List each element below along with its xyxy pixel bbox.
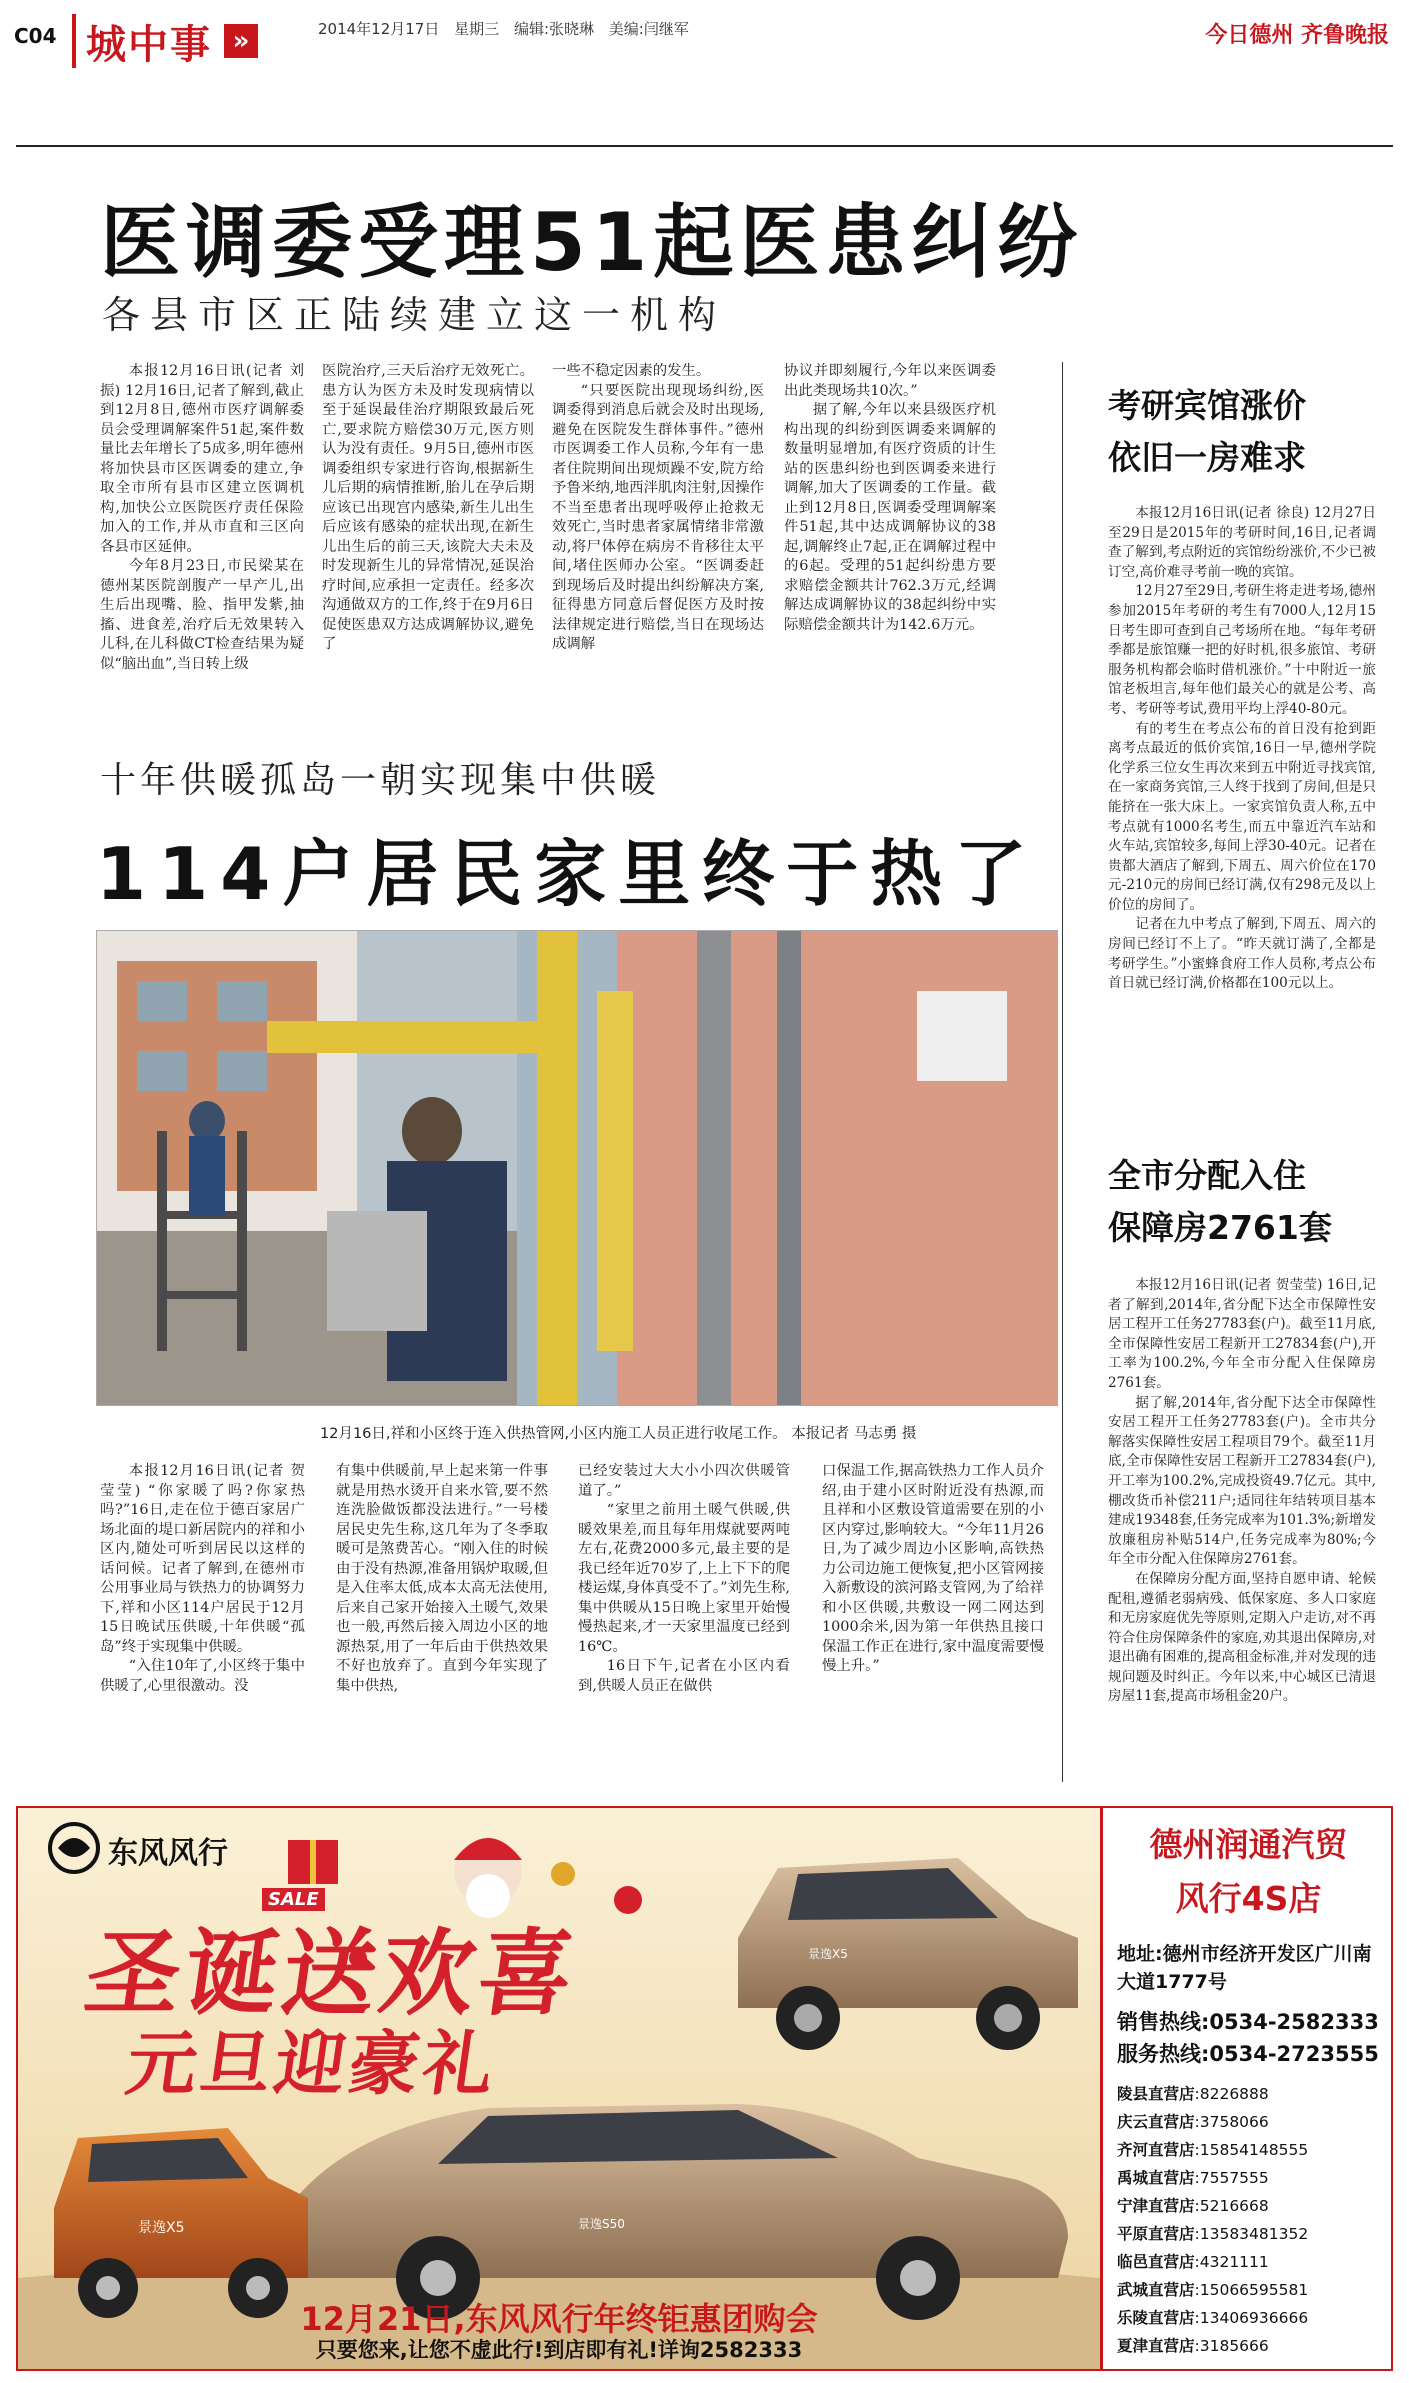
dealer-name bbox=[1103, 1818, 1393, 1926]
heating-column-3 bbox=[578, 1462, 790, 1792]
section-header bbox=[72, 14, 292, 68]
ornament-icon bbox=[551, 1862, 575, 1886]
store-row: 齐河直营店:15854148555 bbox=[1117, 2141, 1309, 2159]
header-divider bbox=[16, 145, 1393, 147]
car-badge-suv: 景逸X5 bbox=[808, 1947, 848, 1961]
heating-column-2 bbox=[336, 1462, 548, 1792]
paragraph: 记者在九中考点了解到,下周五、周六的房间已经订不上了。“昨天就订满了,全都是考研学生。”小蜜蜂食府工作人员称,考点公布首日就已经订满,价格都在100元以上。 bbox=[1108, 916, 1376, 992]
issue-date: 2014年12月17日 bbox=[318, 20, 440, 38]
section-title: 城中事 bbox=[86, 21, 212, 68]
heating-headline: 114户居民家里终于热了 bbox=[96, 832, 1039, 916]
editor-credit: 编辑:张晓琳 bbox=[513, 20, 594, 38]
dateline bbox=[318, 18, 689, 39]
headline-line: 依旧一房难求 bbox=[1108, 438, 1306, 477]
photo-caption: 12月16日,祥和小区终于连入供热管网,小区内施工人员正进行收尾工作。 本报记者 马志勇 摄 bbox=[320, 1426, 917, 1442]
paragraph: 本报12月16日讯(记者 徐良) 12月27日至29日是2015年的考研时间,16日,记者调查了解到,考点附近的宾馆纷纷涨价,不少已被订空,高价难寻考前一晚的宾馆。 bbox=[1108, 505, 1376, 580]
ad-contact-panel bbox=[1100, 1808, 1391, 2369]
main-headline: 医调委受理51起医患纠纷 bbox=[100, 196, 1084, 289]
ad-tagline: 只要您来,让您不虚此行!到店即有礼!详询2582333 bbox=[315, 2338, 803, 2362]
dealer-address: 地址:德州市经济开发区广川南大道1777号 bbox=[1117, 1943, 1372, 1993]
paragraph: 12月27至29日,考研生将走进考场,德州参加2015年考研的考生有7000人,12月15日考生即可查到自己考场所在地。“每年考研季都是旅馆赚一把的好时机,很多旅馆、考研服务机构都会临时借机涨价。”十中附近一旅馆老板坦言,每年他们最关心的就是公考、高考、考研等考试,费用平均上浮40-80元。 bbox=[1108, 583, 1376, 717]
paragraph: “入住10年了,小区终于集中供暖了,心里很激动。没 bbox=[100, 1658, 305, 1694]
sidebar-headline-2 bbox=[1108, 1150, 1332, 1254]
store-row: 夏津直营店:3185666 bbox=[1117, 2337, 1269, 2355]
ad-event-line: 12月21日,东风风行年终钜惠团购会 bbox=[300, 2300, 818, 2338]
main-column-2 bbox=[322, 362, 534, 712]
heating-kicker: 十年供暖孤岛一朝实现集中供暖 bbox=[100, 760, 661, 801]
heating-column-4 bbox=[822, 1462, 1044, 1792]
dealer-name-line: 德州润通汽贸 bbox=[1149, 1825, 1348, 1864]
car-badge-small: 景逸X5 bbox=[138, 2220, 185, 2236]
sidebar-article-1 bbox=[1108, 504, 1376, 1144]
paragraph: 在保障房分配方面,坚持自愿申请、轮候配租,遵循老弱病残、低保家庭、多人口家庭和无房家庭优先等原则,定期入户走访,对不再符合住房保障条件的家庭,劝其退出保障房,对退出确有困难的,提高租金标准,并对发现的违规问题及时纠正。今年以来,中心城区已清退房屋11套,提高市场租金20户。 bbox=[1108, 1570, 1376, 1705]
news-photo bbox=[96, 930, 1058, 1406]
main-column-3 bbox=[552, 362, 764, 712]
brand-name: 东风风行 bbox=[108, 1836, 228, 1871]
paragraph: 有的考生在考点公布的首日没有抢到距离考点最近的低价宾馆,16日一早,德州学院化学系三位女生再次来到五中附近寻找宾馆,在一家商务宾馆,三人终于找到了房间,但是只能挤在一张大床上。一家宾馆负责人称,五中考点就有1000名考生,而五中靠近汽车站和火车站,宾馆较多,每间上浮30-40元。记者在贵都大酒店了解到,下周五、周六价位在170元-210元的房间已经订满,仅有298元及以上价位的房间了。 bbox=[1108, 720, 1376, 913]
paragraph: “只要医院出现现场纠纷,医调委得到消息后就会及时出现场,避免在医院发生群体事件。”德州市医调委工作人员称,今年有一患者住院期间出现烦躁不安,院方给予鲁米纳,地西泮肌肉注射,因操作不当至患者出现呼吸停止抢救无效死亡,当时患者家属情绪非常激动,将尸体停在病房不肯移往太平间,堵住医师办公室。“医调委赶到现场后及时提出纠纷解决方案,征得患方同意后督促医方及时按法律规定进行赔偿,当日在现场达成调解 bbox=[552, 382, 764, 652]
paragraph: 协议并即刻履行,今年以来医调委出此类现场共10次。” bbox=[784, 363, 996, 399]
car-advertisement bbox=[16, 1806, 1393, 2371]
paragraph: 一些不稳定因素的发生。 bbox=[552, 363, 711, 379]
paragraph: 有集中供暖前,早上起来第一件事就是用热水烫开自来水管,要不然连洗脸做饭都没法进行。”一号楼居民史先生称,这几年为了冬季取暖可是煞费苦心。“刚入住的时候由于没有热源,准备用锅炉取暖,但是入住率太低,成本太高无法使用,后来自己家开始接入土暖气,效果也一般,再然后接入周边小区的地源热泵,用了一年后由于供热效果不好也放弃了。直到今年实现了集中供热, bbox=[336, 1463, 548, 1694]
store-row: 临邑直营店:4321111 bbox=[1117, 2253, 1269, 2271]
store-row: 平原直营店:13583481352 bbox=[1117, 2225, 1309, 2243]
store-row: 禹城直营店:7557555 bbox=[1117, 2169, 1269, 2187]
paragraph: 本报12月16日讯(记者 贺莹莹) “你家暖了吗?你家热吗?”16日,走在位于德百家居广场北面的堤口新居院内的祥和小区内,随处可听到居民以这样的话问候。记者了解到,在德州市公用事业局与铁热力的协调努力下,祥和小区114户居民于12月15日晚试压供暖,十年供暖“孤岛”终于实现集中供暖。 bbox=[100, 1463, 305, 1655]
newspaper-masthead: 今日德州 齐鲁晚报 bbox=[1205, 22, 1389, 48]
paragraph: 医院治疗,三天后治疗无效死亡。患方认为医方未及时发现病情以至于延误最佳治疗期限致最后死亡,要求院方赔偿30万元,医方则认为没有责任。9月5日,德州市医调委组织专家进行咨询,根据新生儿后期的病情推断,胎儿在孕后期应该已出现宫内感染,新生儿出生后应该有感染的症状出现,在新生儿出生后的前三天,该院大夫未及时发现新生儿的异常情况,延误治疗时间,应承担一定责任。经多次沟通做双方的工作,终于在9月6日促使医患双方达成调解协议,避免了 bbox=[322, 363, 534, 652]
double-chevron-icon: » bbox=[224, 24, 258, 58]
heating-column-1 bbox=[100, 1462, 305, 1792]
paragraph: 16日下午,记者在小区内看到,供暖人员正在做供 bbox=[578, 1658, 790, 1694]
sale-tag: SALE bbox=[262, 1888, 325, 1911]
paragraph: “家里之前用土暖气供暖,供暖效果差,而且每年用煤就要两吨左右,花费2000多元,最主要的是我已经年近70岁了,上上下下的爬楼运煤,身体真受不了。”刘先生称,集中供暖从15日晚上家里开始慢慢热起来,才一天家里温度已经到16℃。 bbox=[578, 1502, 790, 1655]
paragraph: 据了解,2014年,省分配下达全市保障性安居工程开工任务27783套(户)。全市共分解落实保障性安居工程项目79个。截至11月底,全市保障性安居工程新开工27834套(户),开工率为100.2%,完成投资49.7亿元。其中,棚改货币补偿211户;适同往年结转项目基本建成19348套,任务完成率为101.3%;新增发放廉租房补贴514户,任务完成率为80%;今年全市分配入住保障房2761套。 bbox=[1108, 1394, 1376, 1568]
main-subhead: 各县市区正陆续建立这一机构 bbox=[102, 293, 727, 337]
dealer-name-line: 风行4S店 bbox=[1175, 1879, 1322, 1918]
car-badge-sedan: 景逸S50 bbox=[578, 2217, 625, 2231]
paragraph: 本报12月16日讯(记者 贺莹莹) 16日,记者了解到,2014年,省分配下达全市保障性安居工程开工任务27783套(户)。截至11月底,全市保障性安居工程新开工27834套(户),开工率为100.2%,今年全市分配入住保障房2761套。 bbox=[1108, 1277, 1376, 1391]
ad-slogan-2: 元旦迎豪礼 bbox=[121, 2023, 503, 2105]
headline-line: 保障房2761套 bbox=[1108, 1208, 1332, 1247]
store-row: 武城直营店:15066595581 bbox=[1117, 2281, 1309, 2299]
issue-weekday: 星期三 bbox=[454, 20, 500, 38]
main-column-1 bbox=[100, 362, 304, 712]
store-row: 庆云直营店:3758066 bbox=[1117, 2113, 1269, 2131]
paragraph: 本报12月16日讯(记者 刘振) 12月16日,记者了解到,截止到12月8日,德州市医疗调解委员会受理调解案件51起,案件数量比去年增长了5成多,明年德州将加快县市区医调委的建立,争取全市所有县市区建立医调机构,加快公立医院医疗责任保险加入的工作,并从市直和三区向各县市区延伸。 bbox=[100, 363, 304, 555]
designer-credit: 美编:闫继军 bbox=[608, 20, 689, 38]
paragraph: 今年8月23日,市民梁某在德州某医院剖腹产一早产儿,出生后出现嘴、脸、指甲发紫,抽搐、进食差,治疗后无效果转入儿科,在儿科做CT检查结果为疑似“脑出血”,当日转上级 bbox=[100, 558, 304, 672]
paragraph: 据了解,今年以来县级医疗机构出现的纠纷到医调委来调解的数量明显增加,有医疗资质的计生站的医患纠纷也到医调委来进行调解,加大了医调委的工作量。截止到12月8日,医调委受理调解案件51起,其中达成调解协议的38起,调解终止7起,正在调解过程中的6起。受理的51起纠纷患方要求赔偿金额共计762.3万元,经调解达成调解协议的38起纠纷中实际赔偿金额共计为142.6万元。 bbox=[784, 402, 996, 633]
sidebar-headline-1 bbox=[1108, 380, 1306, 484]
page-number: C04 bbox=[14, 24, 57, 48]
sales-hotline: 销售热线:0534-2582333 bbox=[1117, 2010, 1379, 2034]
headline-line: 全市分配入住 bbox=[1108, 1156, 1306, 1195]
store-row: 陵县直营店:8226888 bbox=[1117, 2085, 1269, 2103]
store-row: 乐陵直营店:13406936666 bbox=[1117, 2309, 1309, 2327]
ad-slogan-1: 圣诞送欢喜 bbox=[79, 1920, 585, 2029]
ornament-icon bbox=[614, 1886, 642, 1914]
headline-line: 考研宾馆涨价 bbox=[1108, 386, 1306, 425]
paragraph: 口保温工作,据高铁热力工作人员介绍,由于建小区时附近没有热源,而且祥和小区敷设管道需要在别的小区内穿过,影响较大。“今年11月26日,为了减少周边小区影响,高铁热力公司边施工便恢复,把小区管网接入新敷设的滨河路支管网,为了给祥和小区供暖,共敷设一网二网达到1000余米,因为第一年供热且接口保温工作正在进行,家中温度需要慢慢上升。” bbox=[822, 1463, 1044, 1674]
store-row: 宁津直营店:5216668 bbox=[1117, 2197, 1269, 2215]
service-hotline: 服务热线:0534-2723555 bbox=[1117, 2042, 1379, 2066]
paragraph: 已经安装过大大小小四次供暖管道了。” bbox=[578, 1463, 790, 1499]
ad-visual bbox=[18, 1808, 1100, 2369]
photo-illustration bbox=[97, 931, 1058, 1406]
sidebar-divider bbox=[1062, 362, 1063, 1782]
sidebar-article-2 bbox=[1108, 1276, 1376, 1788]
main-column-4 bbox=[784, 362, 996, 712]
